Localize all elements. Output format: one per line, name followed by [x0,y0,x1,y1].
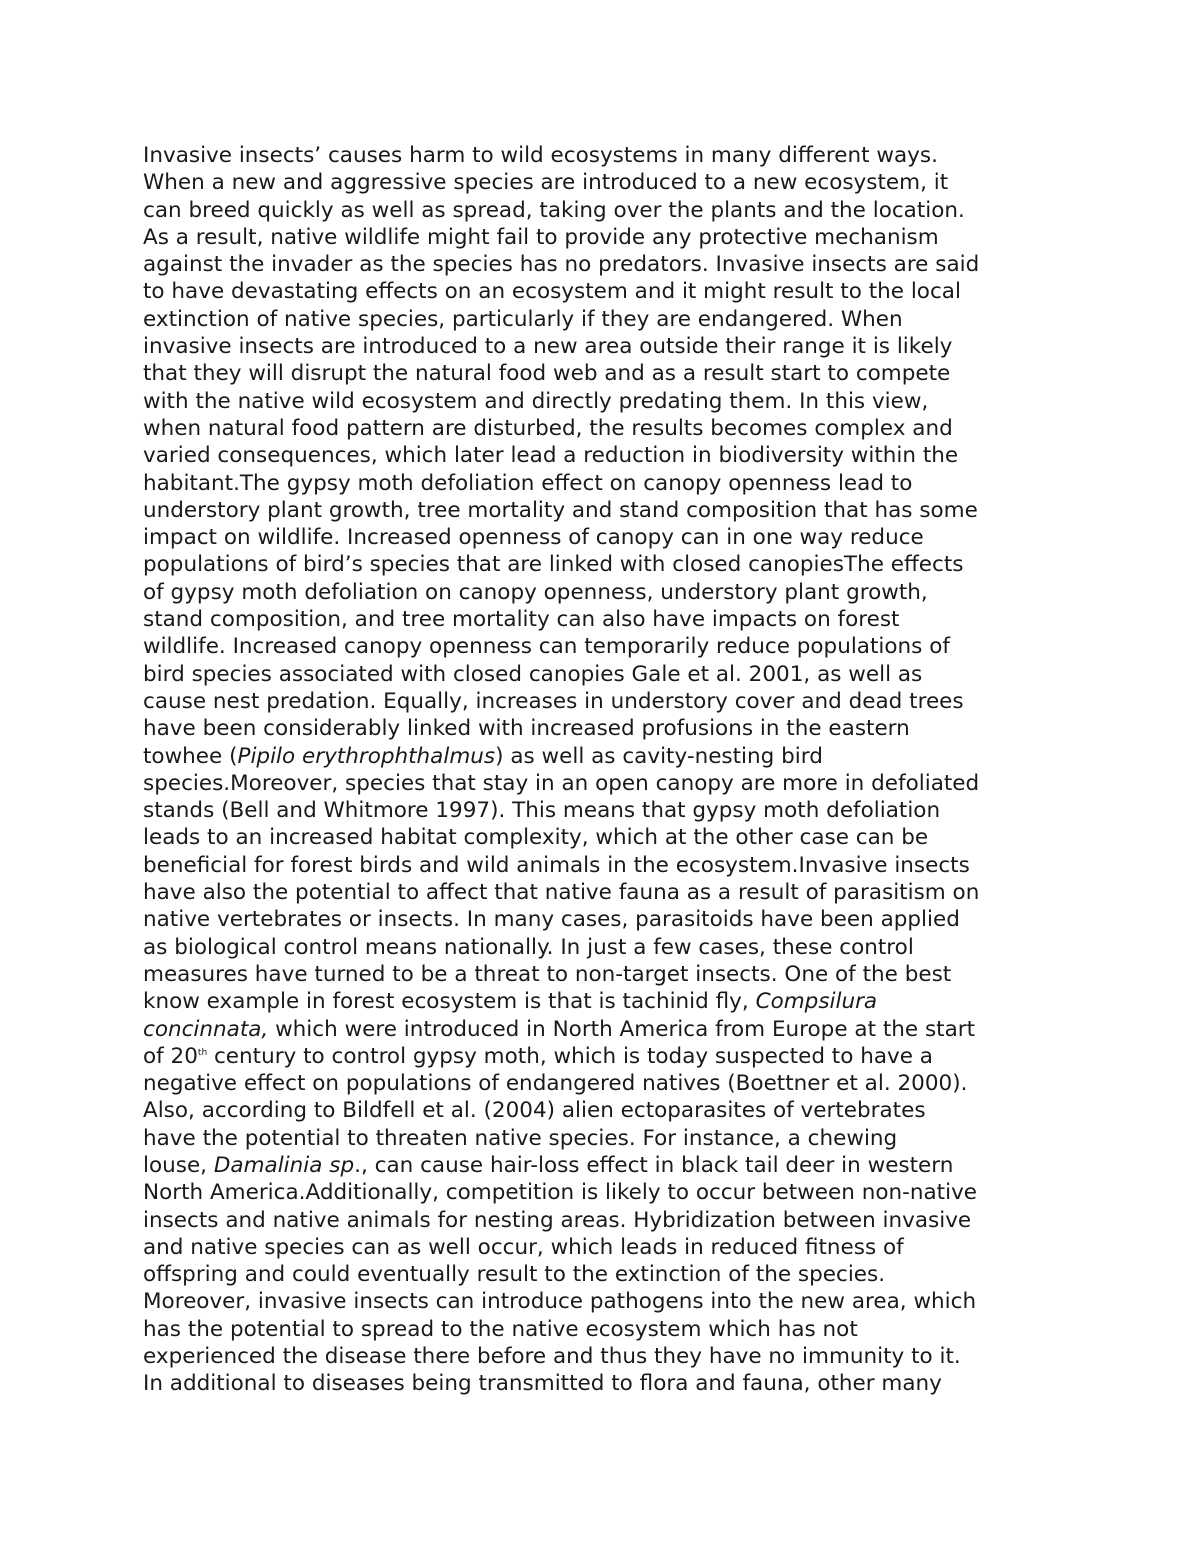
text-run: bird species associated with closed canopies Gale et al. 2001, as well as [143,661,923,687]
text-line [143,934,1073,961]
text-line [143,606,1073,633]
text-line [143,1234,1073,1261]
text-line [143,1125,1073,1152]
text-run: cause nest predation. Equally, increases in understory cover and dead trees [143,688,964,714]
text-run: stands (Bell and Whitmore 1997). This means that gypsy moth defoliation [143,798,941,824]
text-line [143,688,1073,715]
text-run: and native species can as well occur, which leads in reduced fitness of [143,1234,904,1260]
superscript-text: th [197,1047,208,1058]
text-run: In additional to diseases being transmitted to flora and fauna, other many [143,1371,942,1397]
text-run: As a result, native wildlife might fail to provide any protective mechanism [143,224,939,250]
text-line [143,142,1073,169]
text-run: have been considerably linked with increased profusions in the eastern [143,716,910,742]
text-run: leads to an increased habitat complexity, which at the other case can be [143,825,929,851]
text-run: wildlife. Increased canopy openness can temporarily reduce populations of [143,634,950,660]
text-line [143,1070,1073,1097]
text-run: when natural food pattern are disturbed, the results becomes complex and [143,415,953,441]
text-line [143,1370,1073,1397]
text-run: have also the potential to affect that native fauna as a result of parasitism on [143,880,980,906]
italic-species-name: Damalinia sp [213,1152,355,1178]
text-run: When a new and aggressive species are introduced to a new ecosystem, it [143,170,949,196]
text-line [143,1261,1073,1288]
text-line [143,770,1073,797]
text-line [143,1043,1073,1070]
text-run: towhee ( [143,743,238,769]
text-run: North America.Additionally, competition is likely to occur between non-native [143,1180,978,1206]
text-run: have the potential to threaten native species. For instance, a chewing [143,1125,898,1151]
text-run: as biological control means nationally. In just a few cases, these control [143,934,914,960]
text-line [143,1097,1073,1124]
text-run: know example in forest ecosystem is that is tachinid fly, [143,989,756,1015]
text-run: Invasive insects’ causes harm to wild ecosystems in many different ways. [143,143,938,168]
text-line [143,961,1073,988]
text-run: beneficial for forest birds and wild animals in the ecosystem.Invasive insects [143,852,970,878]
text-line [143,715,1073,742]
text-line [143,1179,1073,1206]
text-run: native vertebrates or insects. In many cases, parasitoids have been applied [143,907,960,933]
text-line [143,743,1073,770]
text-run: can breed quickly as well as spread, taking over the plants and the location. [143,197,965,223]
text-run: has the potential to spread to the native ecosystem which has not [143,1316,858,1342]
text-line [143,824,1073,851]
body-paragraph [143,142,1073,1398]
italic-species-name: Compsilura [755,989,878,1015]
text-run: understory plant growth, tree mortality and stand composition that has some [143,497,978,523]
text-line [143,1288,1073,1315]
text-run: habitant.The gypsy moth defoliation effect on canopy openness lead to [143,470,913,496]
text-run: Also, according to Bildfell et al. (2004) alien ectoparasites of vertebrates [143,1098,926,1124]
text-run: extinction of native species, particularly if they are endangered. When [143,306,903,332]
text-line [143,551,1073,578]
text-run: to have devastating effects on an ecosystem and it might result to the local [143,279,961,305]
text-run: offspring and could eventually result to the extinction of the species. [143,1262,886,1288]
text-line [143,497,1073,524]
text-line [143,278,1073,305]
text-run: insects and native animals for nesting areas. Hybridization between invasive [143,1207,972,1233]
text-line [143,306,1073,333]
text-run: invasive insects are introduced to a new area outside their range it is likely [143,334,953,360]
text-line [143,1343,1073,1370]
text-run: of gypsy moth defoliation on canopy openness, understory plant growth, [143,579,928,605]
italic-species-name: Pipilo erythrophthalmus [237,743,496,769]
text-line [143,661,1073,688]
text-run: against the invader as the species has no predators. Invasive insects are said [143,252,980,278]
text-run: ., can cause hair-loss effect in black tail deer in western [354,1152,954,1178]
text-line [143,852,1073,879]
text-run: which were introduced in North America from Europe at the start [268,1016,976,1042]
text-run: impact on wildlife. Increased openness of canopy can in one way reduce [143,525,924,551]
text-run: populations of bird’s species that are linked with closed canopiesThe effects [143,552,964,578]
text-line [143,251,1073,278]
text-run: louse, [143,1152,214,1178]
text-line [143,1016,1073,1043]
text-line [143,197,1073,224]
text-line [143,1152,1073,1179]
text-line [143,360,1073,387]
text-line [143,1316,1073,1343]
text-line [143,1207,1073,1234]
text-run: negative effect on populations of endangered natives (Boettner et al. 2000). [143,1071,968,1097]
text-run: species.Moreover, species that stay in an open canopy are more in defoliated [143,770,980,796]
text-line [143,879,1073,906]
text-run: measures have turned to be a threat to non-target insects. One of the best [143,961,952,987]
text-run: ) as well as cavity-nesting bird [495,743,823,769]
text-line [143,333,1073,360]
text-run: experienced the disease there before and thus they have no immunity to it. [143,1344,961,1370]
text-line [143,524,1073,551]
text-line [143,633,1073,660]
text-run: stand composition, and tree mortality can also have impacts on forest [143,607,900,633]
text-line [143,224,1073,251]
text-run: that they will disrupt the natural food web and as a result start to compete [143,361,951,387]
text-line [143,388,1073,415]
text-run: Moreover, invasive insects can introduce pathogens into the new area, which [143,1289,977,1315]
text-run: varied consequences, which later lead a reduction in biodiversity within the [143,443,959,469]
text-line [143,470,1073,497]
italic-species-name: concinnata, [143,1016,269,1042]
text-run: with the native wild ecosystem and directly predating them. In this view, [143,388,929,414]
text-line [143,906,1073,933]
text-line [143,442,1073,469]
text-line [143,579,1073,606]
text-run: of 20 [143,1043,198,1069]
text-line [143,797,1073,824]
text-run: century to control gypsy moth, which is today suspected to have a [207,1043,933,1069]
text-line [143,415,1073,442]
text-line [143,169,1073,196]
text-line [143,988,1073,1015]
